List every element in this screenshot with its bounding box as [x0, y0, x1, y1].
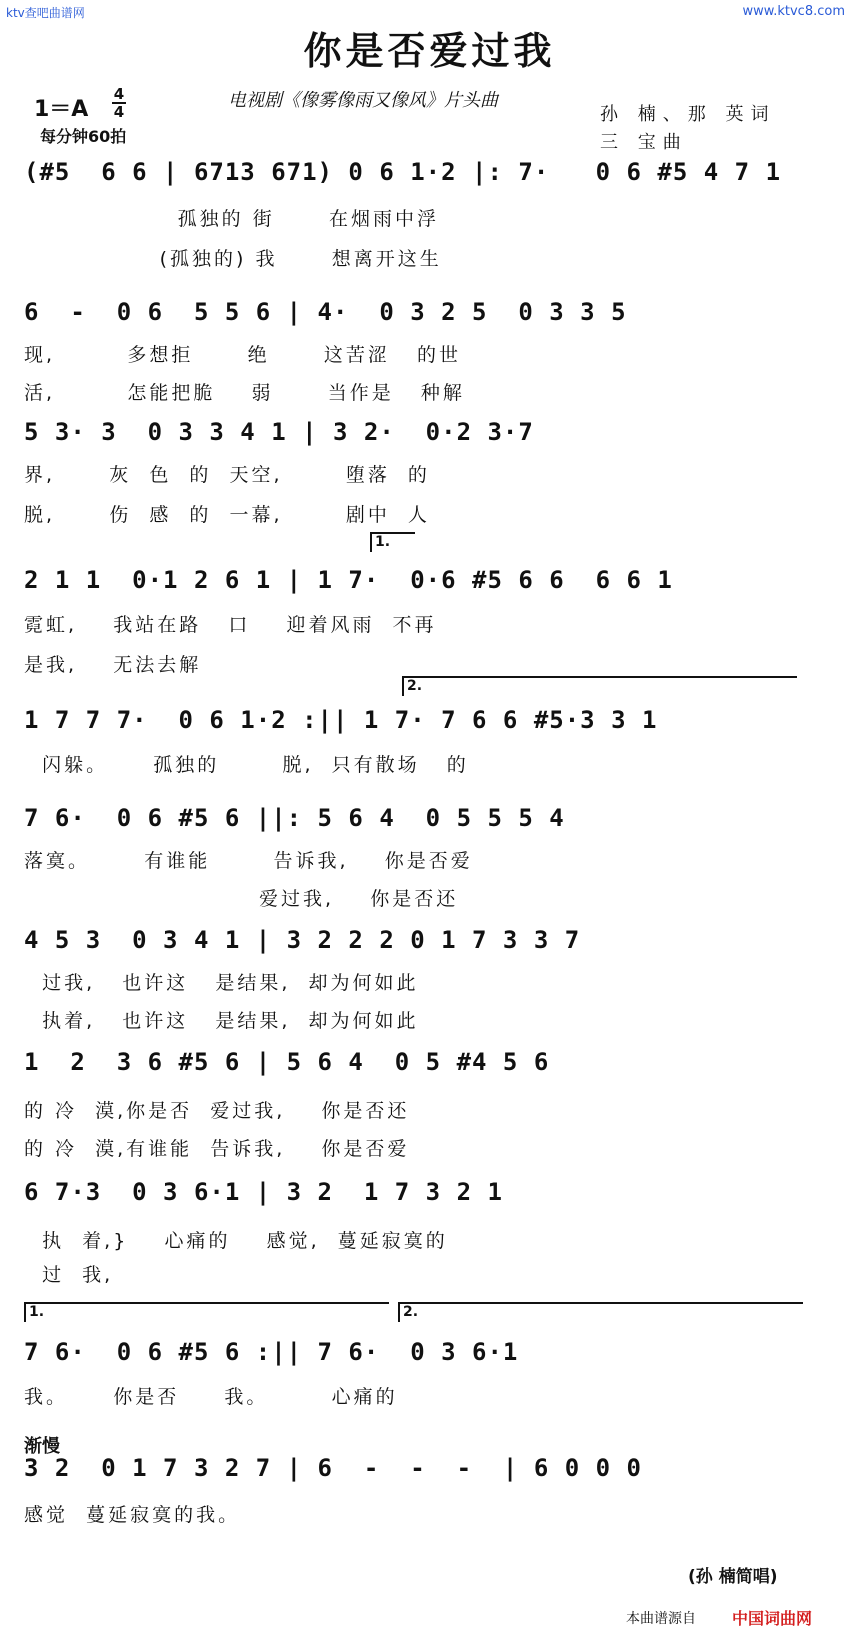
volta-second-ending-2: 2. — [398, 1302, 803, 1322]
ritardando-marking: 渐慢 — [24, 1436, 60, 1457]
source-site-link[interactable]: 中国词曲网 — [732, 1609, 813, 1628]
volta-first-ending-2: 1. — [24, 1302, 389, 1322]
lyric-line-1: 过我, 也许这 是结果, 却为何如此 — [24, 972, 419, 994]
lyric-line-1: 感觉 蔓延寂寞的我。 — [24, 1504, 241, 1526]
tempo-marking: 每分钟60拍 — [40, 127, 127, 146]
volta-second-ending: 2. — [402, 676, 797, 696]
lyric-line-1: 的 冷 漠,你是否 爱过我, 你是否还 — [24, 1100, 410, 1122]
notes-line: 7 6· 0 6 #5 6 :|| 7 6· 0 3 6·1 — [24, 1338, 519, 1366]
score-row-3 — [24, 418, 814, 528]
lyric-line-2: 脱, 伤 感 的 一幕, 剧中 人 — [24, 504, 430, 526]
score-row-11 — [24, 1454, 814, 1534]
lyric-line-2: 是我, 无法去解 — [24, 654, 202, 676]
watermark-right: www.ktvc8.com — [742, 4, 845, 19]
song-subtitle: 电视剧《像雾像雨又像风》片头曲 — [228, 90, 498, 111]
notes-line: 2 1 1 0·1 2 6 1 | 1 7· 0·6 #5 6 6 6 6 1 — [24, 566, 673, 594]
watermark-left: ktv查吧曲谱网 — [6, 6, 85, 20]
time-signature — [112, 86, 126, 120]
lyric-line-2: 爱过我, 你是否还 — [24, 888, 459, 910]
score-row-6 — [24, 804, 814, 914]
notes-line: 7 6· 0 6 #5 6 ||: 5 6 4 0 5 5 5 4 — [24, 804, 565, 832]
lyric-line-2: (孤独的) 我 想离开这生 — [24, 248, 442, 270]
score-row-10 — [24, 1338, 814, 1418]
time-signature-top: 4 — [113, 85, 125, 103]
lyric-line-1: 霓虹, 我站在路 口 迎着风雨 不再 — [24, 614, 437, 636]
key-signature: 1＝A — [34, 97, 89, 122]
song-title: 你是否爱过我 — [303, 28, 556, 73]
score-row-8 — [24, 1048, 814, 1158]
notes-line: 4 5 3 0 3 4 1 | 3 2 2 2 0 1 7 3 3 7 — [24, 926, 581, 954]
lyric-line-1: 界, 灰 色 的 天空, 堕落 的 — [24, 464, 430, 486]
lyric-line-1: 我。 你是否 我。 心痛的 — [24, 1386, 398, 1408]
lyricist-credit: 孙 楠、那 英词 — [600, 104, 776, 125]
notes-line: 3 2 0 1 7 3 2 7 | 6 - - - | 6 0 0 0 — [24, 1454, 642, 1482]
score-row-1 — [24, 158, 814, 278]
lyric-line-1: 孤独的 街 在烟雨中浮 — [24, 208, 439, 230]
score-row-4 — [24, 566, 814, 676]
notes-line: 1 2 3 6 #5 6 | 5 6 4 0 5 #4 5 6 — [24, 1048, 550, 1076]
volta-first-ending: 1. — [370, 532, 415, 552]
lyric-line-2: 活, 怎能把脆 弱 当作是 种解 — [24, 382, 465, 404]
notes-line: 5 3· 3 0 3 3 4 1 | 3 2· 0·2 3·7 — [24, 418, 534, 446]
lyric-line-1: 闪躲。 孤独的 脱, 只有散场 的 — [24, 754, 469, 776]
lyric-line-1: 现, 多想拒 绝 这苦涩 的世 — [24, 344, 461, 366]
source-label: 本曲谱源自 — [626, 1611, 696, 1627]
notes-line: 1 7 7 7· 0 6 1·2 :|| 1 7· 7 6 6 #5·3 3 1 — [24, 706, 658, 734]
singer-credit: (孙 楠简唱) — [688, 1567, 778, 1587]
score-row-9 — [24, 1178, 814, 1288]
notes-line: 6 7·3 0 3 6·1 | 3 2 1 7 3 2 1 — [24, 1178, 503, 1206]
notes-line: (#5 6 6 | 6713 671) 0 6 1·2 |: 7· 0 6 #5 4 7 1 — [24, 158, 782, 186]
score-row-5 — [24, 706, 814, 786]
lyric-line-2: 的 冷 漠,有谁能 告诉我, 你是否爱 — [24, 1138, 410, 1160]
notes-line: 6 - 0 6 5 5 6 | 4· 0 3 2 5 0 3 3 5 — [24, 298, 627, 326]
score-row-2 — [24, 298, 814, 408]
score-row-7 — [24, 926, 814, 1036]
time-signature-bottom: 4 — [113, 103, 125, 121]
composer-credit: 三 宝曲 — [600, 132, 688, 153]
lyric-line-1: 落寞。 有谁能 告诉我, 你是否爱 — [24, 850, 473, 872]
lyric-line-2: 过 我, — [24, 1264, 114, 1286]
lyric-line-2: 执着, 也许这 是结果, 却为何如此 — [24, 1010, 419, 1032]
lyric-line-1: 执 着,} 心痛的 感觉, 蔓延寂寞的 — [24, 1230, 448, 1252]
